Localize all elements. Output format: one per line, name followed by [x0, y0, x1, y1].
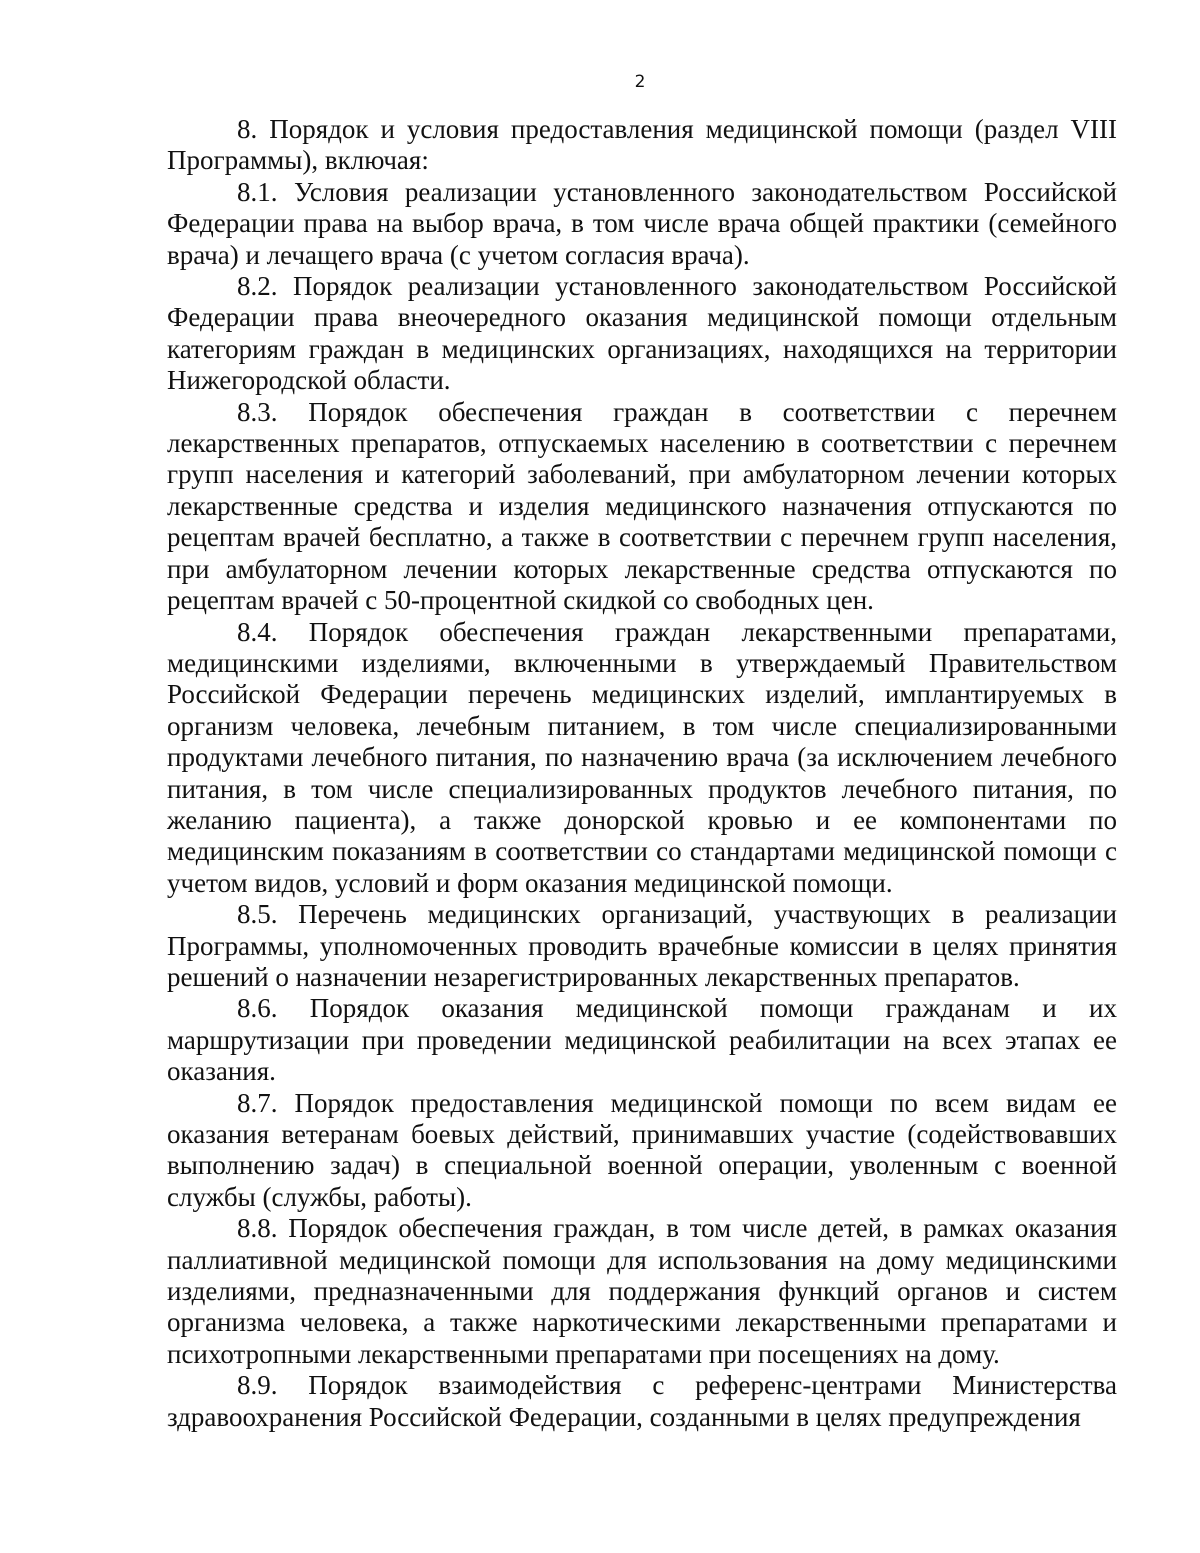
paragraph-8-7: 8.7. Порядок предоставления медицинской помощи по всем видам ее оказания ветеранам боевых действий, принимавших участие (содействовавших выполнению задач) в специальной военной операции, уволенным с военной службы (службы, работы). [167, 1087, 1117, 1212]
document-body [167, 114, 1117, 1433]
paragraph-8-1: 8.1. Условия реализации установленного законодательством Российской Федерации права на выбор врача, в том числе врача общей практики (семейного врача) и лечащего врача (с учетом согласия врача). [167, 176, 1117, 270]
paragraph-8-2: 8.2. Порядок реализации установленного законодательством Российской Федерации права внеочередного оказания медицинской помощи отдельным категориям граждан в медицинских организациях, находящихся на территории Нижегородской области. [167, 271, 1117, 396]
paragraph-8-4: 8.4. Порядок обеспечения граждан лекарственными препаратами, медицинскими изделиями, включенными в утверждаемый Правительством Российской Федерации перечень медицинских изделий, имплантируемых в организм человека, лечебным питанием, в том числе специализированными продуктами лечебного питания, по назначению врача (за исключением лечебного питания, в том числе специализированных продуктов лечебного питания, по желанию пациента), а также донорской кровью и ее компонентами по медицинским показаниям в соответствии со стандартами медицинской помощи с учетом видов, условий и форм оказания медицинской помощи. [167, 616, 1117, 898]
paragraph-8-6: 8.6. Порядок оказания медицинской помощи гражданам и их маршрутизации при проведении медицинской реабилитации на всех этапах ее оказания. [167, 993, 1117, 1087]
paragraph-8-9: 8.9. Порядок взаимодействия с референс-центрами Министерства здравоохранения Российской Федерации, созданными в целях предупреждения [167, 1370, 1117, 1432]
paragraph-8-3: 8.3. Порядок обеспечения граждан в соответствии с перечнем лекарственных препаратов, отпускаемых населению в соответствии с перечнем групп населения и категорий заболеваний, при амбулаторном лечении которых лекарственные средства и изделия медицинского назначения отпускаются по рецептам врачей бесплатно, а также в соответствии с перечнем групп населения, при амбулаторном лечении которых лекарственные средства отпускаются по рецептам врачей с 50-процентной скидкой со свободных цен. [167, 396, 1117, 616]
paragraph-8: 8. Порядок и условия предоставления медицинской помощи (раздел VIII Программы), включая: [167, 114, 1117, 176]
paragraph-8-5: 8.5. Перечень медицинских организаций, участвующих в реализации Программы, уполномоченных проводить врачебные комиссии в целях принятия решений о назначении незарегистрированных лекарственных препаратов. [167, 899, 1117, 992]
paragraph-8-8: 8.8. Порядок обеспечения граждан, в том числе детей, в рамках оказания паллиативной медицинской помощи для использования на дому медицинскими изделиями, предназначенными для поддержания функций органов и систем организма человека, а также наркотическими лекарственными препаратами и психотропными лекарственными препаратами при посещениях на дому. [167, 1213, 1117, 1369]
page-number: 2 [634, 72, 646, 92]
